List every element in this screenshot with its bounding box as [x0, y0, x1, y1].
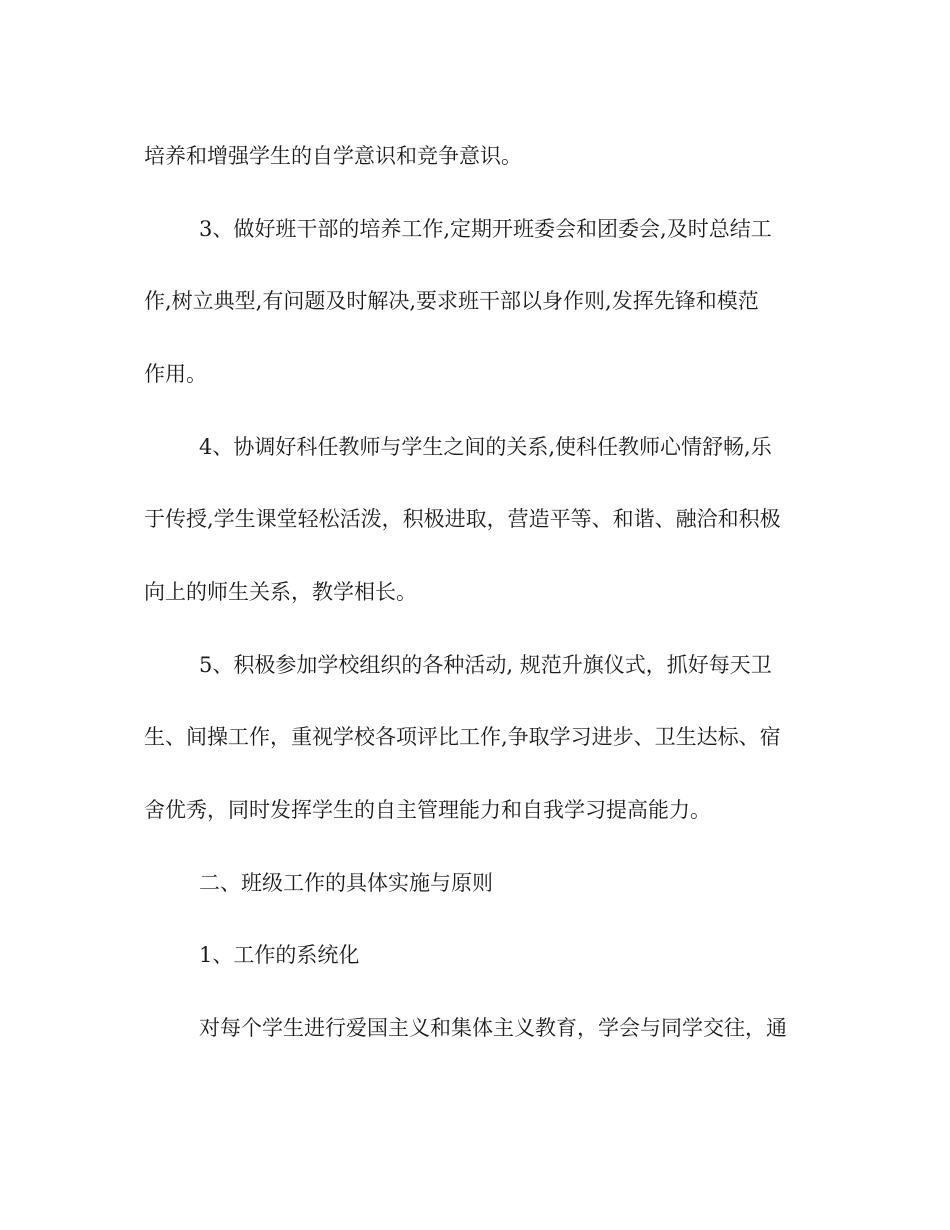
section-heading: 二、班级工作的具体实施与原则 — [199, 871, 493, 895]
text-line: 培养和增强学生的自学意识和竞争意识。 — [144, 144, 522, 168]
text-line: 作用。 — [144, 362, 207, 386]
text-line: 舍优秀，同时发挥学生的自主管理能力和自我学习提高能力。 — [144, 798, 711, 822]
paragraph-3-start: 3、做好班干部的培养工作,定期开班委会和团委会,及时总结工 — [199, 217, 772, 241]
text-line: 作,树立典型,有问题及时解决,要求班干部以身作则,发挥先锋和模范 — [144, 289, 759, 313]
text-line: 向上的师生关系，教学相长。 — [144, 580, 417, 604]
paragraph-4-start: 4、协调好科任教师与学生之间的关系,使科任教师心情舒畅,乐 — [199, 435, 772, 459]
paragraph-5-start: 5、积极参加学校组织的各种活动, 规范升旗仪式，抓好每天卫 — [199, 653, 772, 677]
paragraph-start: 对每个学生进行爱国主义和集体主义教育，学会与同学交往，通 — [199, 1016, 787, 1040]
text-line: 生、间操工作，重视学校各项评比工作,争取学习进步、卫生达标、宿 — [144, 725, 781, 749]
text-line: 于传授,学生课堂轻松活泼，积极进取，营造平等、和谐、融洽和积极 — [144, 507, 781, 531]
subsection-heading: 1、工作的系统化 — [199, 943, 360, 967]
